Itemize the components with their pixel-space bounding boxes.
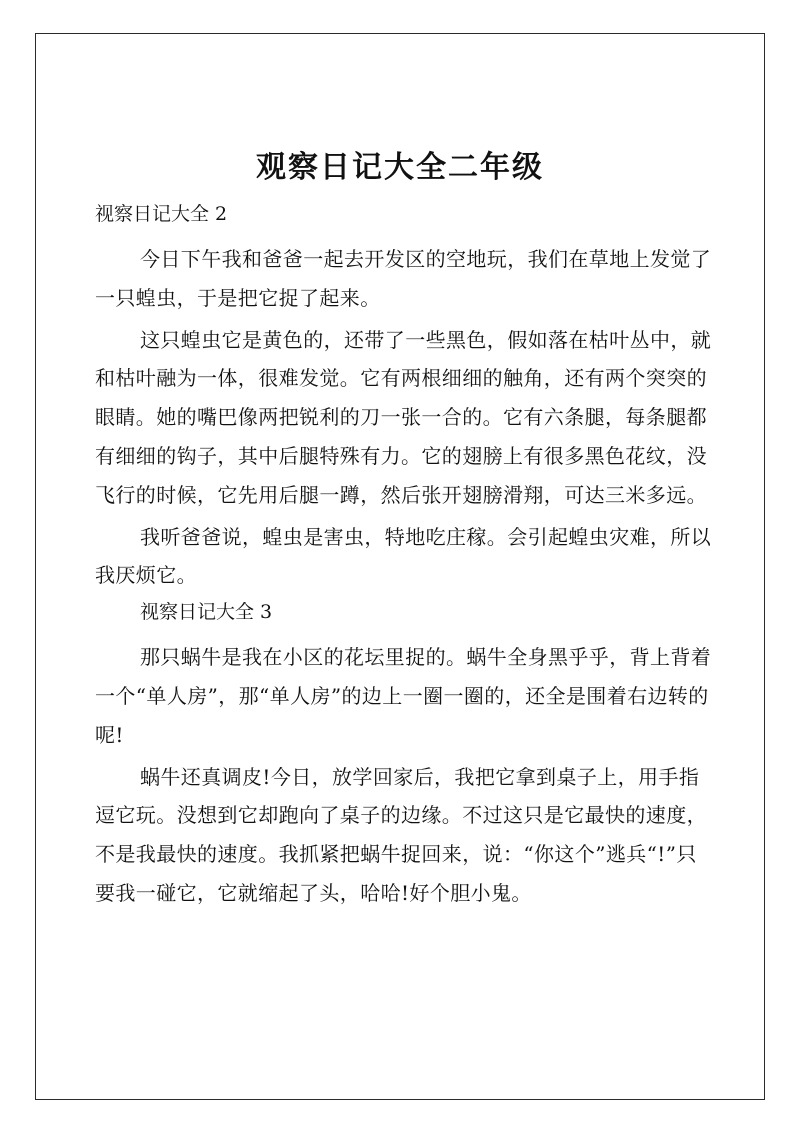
document-title: 观察日记大全二年级 (256, 150, 544, 186)
section-heading: 视察日记大全 3 (140, 601, 273, 624)
section-diary-3 (95, 598, 715, 913)
paragraph: 那只蜗牛是我在小区的花坛里捉的。蜗牛全身黑乎乎，背上背着一个“单人房”，那“单人房”的边上一圈一圈的，还全是围着右边转的呢! (95, 645, 712, 747)
section-heading: 视察日记大全 2 (95, 203, 228, 225)
paragraph: 这只蝗虫它是黄色的，还带了一些黑色，假如落在枯叶丛中，就和枯叶融为一体，很难发觉。它有两根细细的触角，还有两个突突的眼睛。她的嘴巴像两把锐利的刀一张一合的。它有六条腿，每条腿都有细细的钩子，其中后腿特殊有力。它的翅膀上有很多黑色花纹，没飞行的时候，它先用后腿一蹲，然后张开翅膀滑翔，可达三米多远。 (95, 327, 712, 507)
document-body (95, 200, 715, 916)
paragraph: 蜗牛还真调皮!今日，放学回家后，我把它拿到桌子上，用手指逗它玩。没想到它却跑向了桌子的边缘。不过这只是它最快的速度，不是我最快的速度。我抓紧把蜗牛捉回来，说：“你这个”逃兵“!”只要我一碰它，它就缩起了头，哈哈!好个胆小鬼。 (95, 764, 707, 905)
section-diary-2 (95, 200, 715, 595)
paragraph: 今日下午我和爸爸一起去开发区的空地玩，我们在草地上发觉了一只蝗虫，于是把它捉了起来。 (95, 247, 712, 310)
paragraph: 我听爸爸说，蝗虫是害虫，特地吃庄稼。会引起蝗虫灾难，所以我厌烦它。 (95, 524, 712, 588)
